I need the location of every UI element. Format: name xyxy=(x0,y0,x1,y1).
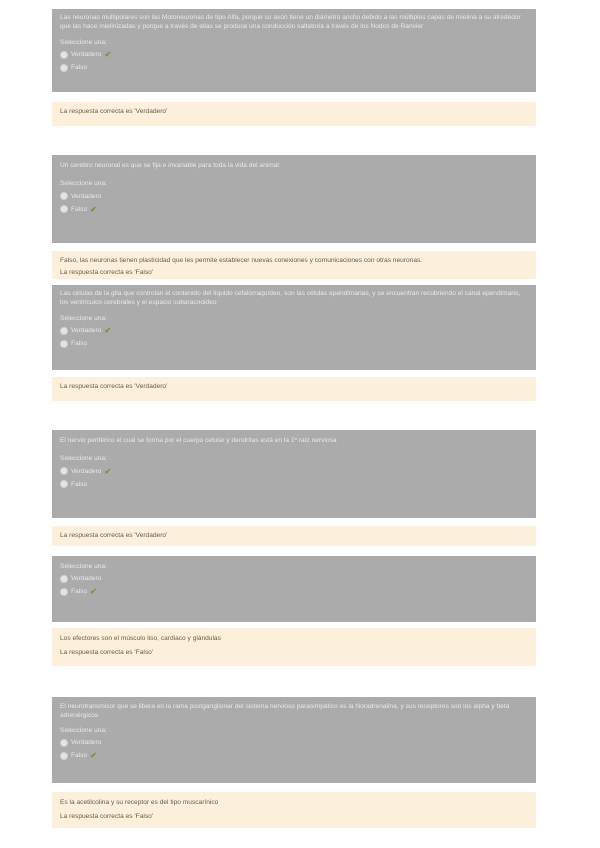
option-label: Verdadero xyxy=(71,51,102,59)
radio-button-icon[interactable] xyxy=(60,340,68,348)
question-text: El nervio periférico el cual se forma por el cuerpo celular y dendritas está en la 1º raíz nerviosa xyxy=(60,437,337,444)
check-icon: ✔ xyxy=(104,326,112,336)
radio-button-icon[interactable] xyxy=(60,64,68,72)
check-icon: ✔ xyxy=(104,50,112,60)
feedback-explanation: Es la acetilcolina y su receptor es del tipo muscarínico xyxy=(60,799,219,806)
question-2 xyxy=(52,155,536,243)
question-text: Las células de la glía que controlan el contenido del líquido cefalorraquídeo, son las células ependimarias, y se encuentran recubriendo el canal ependimario, los ventrículos cerebrales y el espacio subaracnoideo xyxy=(60,290,521,307)
radio-button-icon[interactable] xyxy=(60,480,68,488)
option-label: Falso xyxy=(71,340,88,348)
option-label: Verdadero xyxy=(71,467,102,475)
question-prompt: Seleccione una: xyxy=(60,726,107,734)
feedback-3 xyxy=(52,377,536,401)
correct-answer-text: La respuesta correcta es 'Verdadero' xyxy=(60,532,168,539)
option-label: Falso xyxy=(71,480,88,488)
question-text: Un cerebro neuronal es que se fija e invariable para toda la vida del animal xyxy=(60,162,279,169)
option-label: Verdadero xyxy=(71,575,102,583)
question-prompt: Seleccione una: xyxy=(60,563,107,570)
feedback-6 xyxy=(52,792,536,828)
option-label: Falso xyxy=(71,752,88,760)
radio-button-icon[interactable] xyxy=(60,739,68,747)
feedback-4 xyxy=(52,526,536,546)
correct-answer-text: La respuesta correcta es 'Falso' xyxy=(60,813,154,821)
check-icon: ✔ xyxy=(90,587,97,597)
option-true[interactable] xyxy=(60,736,528,749)
radio-button-icon[interactable] xyxy=(60,752,68,760)
feedback-explanation: Los efectores son el músculo liso, cardiaco y glándulas xyxy=(60,635,221,642)
option-label: Falso xyxy=(71,64,88,72)
radio-button-icon[interactable] xyxy=(60,327,68,335)
option-true[interactable] xyxy=(60,465,528,478)
option-false[interactable] xyxy=(60,61,528,74)
feedback-1 xyxy=(52,102,536,126)
question-6 xyxy=(52,697,536,783)
correct-answer-text: La respuesta correcta es 'Verdadero' xyxy=(60,108,168,115)
question-prompt: Seleccione una: xyxy=(60,314,107,322)
radio-button-icon[interactable] xyxy=(60,575,68,583)
check-icon: ✔ xyxy=(90,204,97,214)
feedback-2 xyxy=(52,251,536,279)
question-text: El neurotransmisor que se libera en la rama postganglionar del sistema nervioso parasimpático es la Noradrenalina, y sus receptores son los alpha y beta adrenérgicos xyxy=(60,703,510,720)
option-false[interactable] xyxy=(60,337,528,350)
correct-answer-text: La respuesta correcta es 'Falso' xyxy=(60,649,154,657)
question-4 xyxy=(52,430,536,518)
question-text: Las neuronas multipolares son las Motoneuronas de tipo Alfa, porque su axón tiene un diámetro ancho debido a las múltiples capas de mielina a su alrededor que las hace mielinizadas y porque a través de ellas se produce una conducción saltatoria a través de los Nodos de Ranvier xyxy=(60,14,521,31)
radio-button-icon[interactable] xyxy=(60,588,68,596)
option-label: Falso xyxy=(71,205,88,213)
correct-answer-text: La respuesta correcta es 'Verdadero' xyxy=(60,383,168,390)
radio-button-icon[interactable] xyxy=(60,192,68,200)
question-5 xyxy=(52,556,536,622)
option-label: Verdadero xyxy=(71,739,102,747)
feedback-explanation: Falso, las neuronas tienen plasticidad que les permite establecer nuevas conexiones y comunicaciones con otras neuronas. xyxy=(60,257,423,264)
option-true[interactable] xyxy=(60,190,528,203)
correct-answer-text: La respuesta correcta es 'Falso' xyxy=(60,269,154,277)
question-prompt: Seleccione una: xyxy=(60,38,107,46)
check-icon: ✔ xyxy=(104,466,112,476)
check-icon: ✔ xyxy=(90,751,97,761)
option-true[interactable] xyxy=(60,324,528,337)
radio-button-icon[interactable] xyxy=(60,51,68,59)
option-true[interactable] xyxy=(60,48,528,61)
option-false[interactable] xyxy=(60,478,528,491)
option-true[interactable] xyxy=(60,572,528,585)
radio-button-icon[interactable] xyxy=(60,205,68,213)
option-label: Verdadero xyxy=(71,327,102,335)
option-false[interactable] xyxy=(60,203,528,216)
question-prompt: Seleccione una: xyxy=(60,180,107,188)
option-label: Verdadero xyxy=(71,192,102,200)
option-false[interactable] xyxy=(60,585,528,598)
option-false[interactable] xyxy=(60,749,528,762)
feedback-5 xyxy=(52,628,536,666)
question-1 xyxy=(52,9,536,92)
option-label: Falso xyxy=(71,588,88,596)
question-3 xyxy=(52,285,536,370)
question-prompt: Seleccione una: xyxy=(60,455,107,463)
radio-button-icon[interactable] xyxy=(60,467,68,475)
